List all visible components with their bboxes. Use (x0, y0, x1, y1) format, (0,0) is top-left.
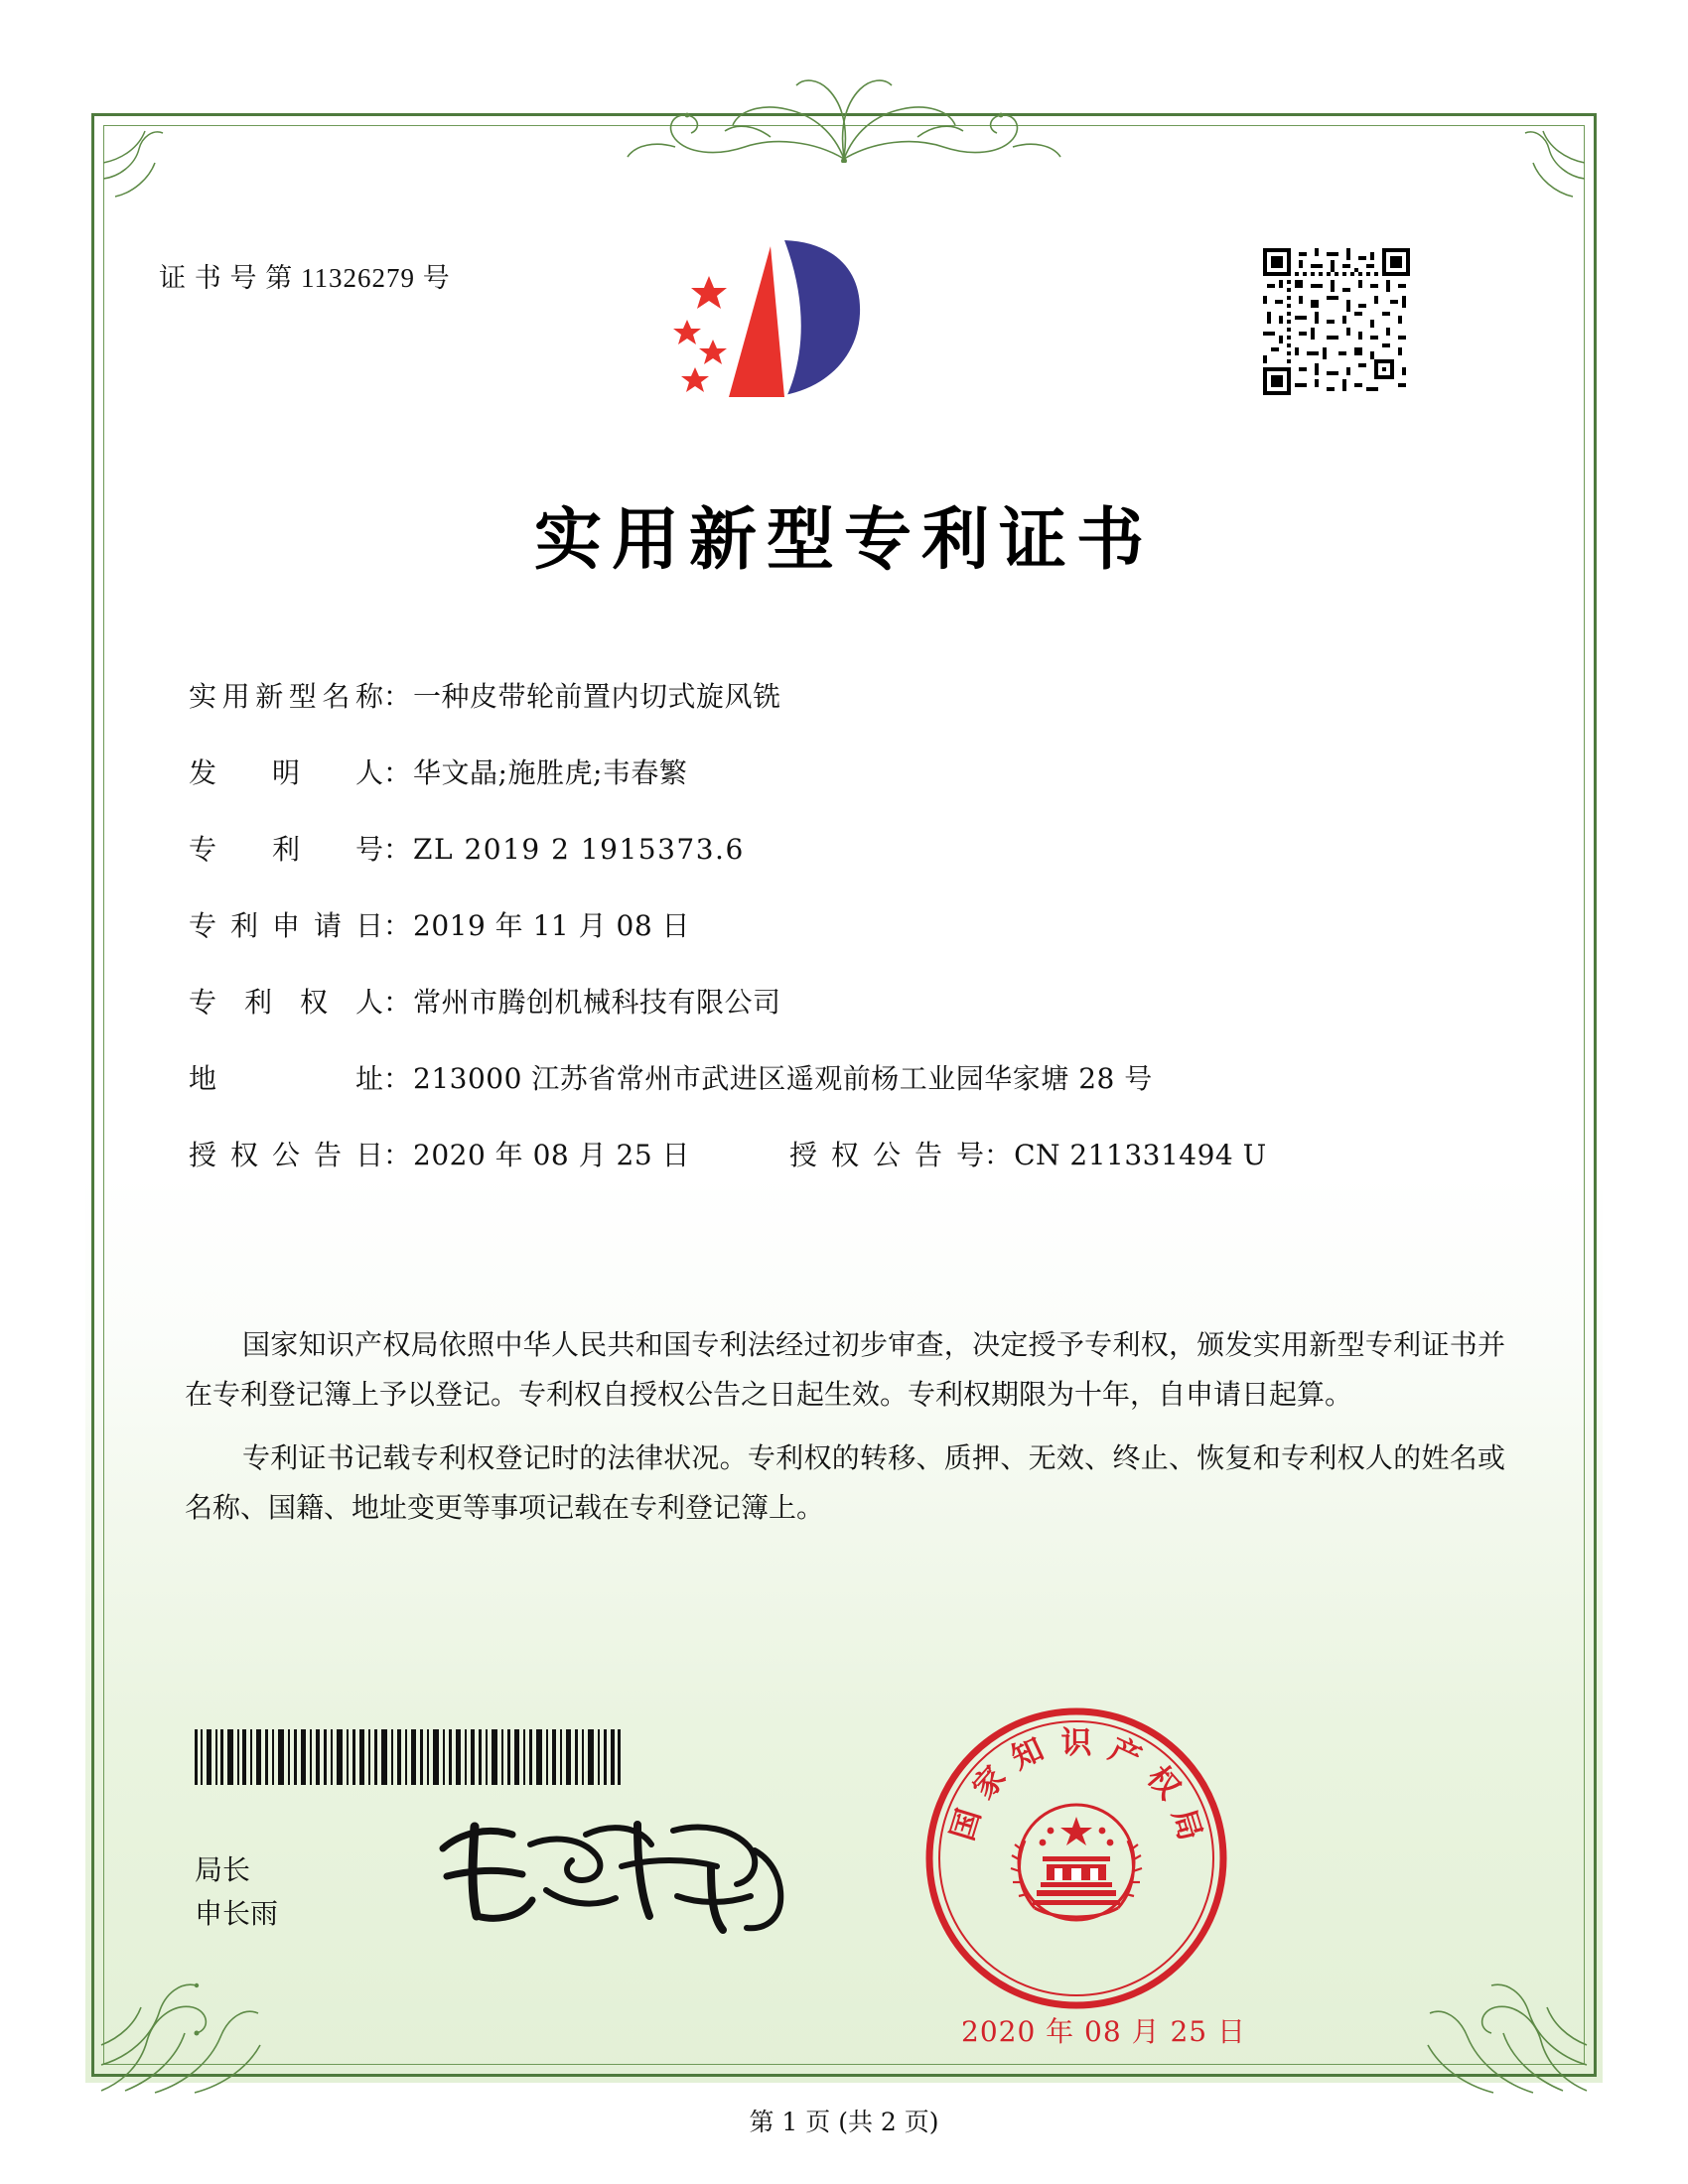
cnipa-logo-icon (667, 228, 915, 417)
announcement-date-value: 2020 年 08 月 25 日 (413, 1139, 691, 1171)
field-label: 专利权人 (189, 986, 383, 1019)
paragraph: 专利证书记载专利权登记时的法律状况。专利权的转移、质押、无效、终止、恢复和专利权人的姓名或名称、国籍、地址变更等事项记载在专利登记簿上。 (185, 1441, 1505, 1524)
field-value: ZL 2019 2 1915373.6 (413, 833, 745, 866)
field-row (189, 828, 1499, 868)
field-row (189, 675, 1499, 715)
svg-text:权: 权 (1139, 1759, 1188, 1807)
announcement-number-value: CN 211331494 U (1014, 1139, 1267, 1171)
svg-text:家: 家 (965, 1759, 1014, 1807)
field-value: 常州市腾创机械科技有限公司 (413, 986, 781, 1019)
qr-code (1263, 248, 1410, 395)
field-label: 发明人 (189, 756, 383, 789)
page-footer: 第 1 页 (共 2 页) (749, 2108, 939, 2136)
field-colon: ： (984, 1141, 1013, 1171)
field-label: 专利号 (189, 833, 383, 866)
page-title: 实用新型专利证书 (533, 500, 1154, 580)
announcement-date-label: 授权公告日 (189, 1139, 383, 1171)
field-row (189, 904, 1499, 944)
field-label: 实用新型名称 (189, 680, 383, 713)
field-label: 地址 (189, 1062, 383, 1095)
field-colon: ： (383, 1064, 412, 1095)
svg-text:产: 产 (1103, 1731, 1147, 1777)
field-colon: ： (383, 1141, 412, 1171)
barcode (195, 1729, 622, 1785)
svg-text:识: 识 (1060, 1725, 1092, 1761)
director-title: 局长 (195, 1853, 251, 1886)
field-colon: ： (383, 835, 412, 866)
field-list (189, 675, 1499, 1210)
field-value: 一种皮带轮前置内切式旋风铣 (413, 680, 781, 713)
field-colon: ： (383, 682, 412, 713)
field-row (189, 751, 1499, 791)
field-colon: ： (383, 988, 412, 1019)
seal-date: 2020 年 08 月 25 日 (961, 2015, 1247, 2048)
field-colon: ： (383, 911, 412, 942)
field-label: 专利申请日 (189, 909, 383, 942)
paragraph: 国家知识产权局依照中华人民共和国专利法经过初步审查，决定授予专利权，颁发实用新型专利证书并在专利登记簿上予以登记。专利权自授权公告之日起生效。专利权期限为十年，自申请日起算。 (185, 1328, 1505, 1411)
field-value: 213000 江苏省常州市武进区遥观前杨工业园华家塘 28 号 (413, 1062, 1153, 1095)
svg-text:知: 知 (1006, 1731, 1050, 1777)
field-value: 华文晶;施胜虎;韦春繁 (413, 756, 688, 789)
signature-block (195, 1848, 278, 1936)
director-name: 申长雨 (195, 1897, 279, 1930)
field-colon: ： (383, 758, 412, 789)
field-row (189, 1057, 1499, 1097)
handwritten-signature (427, 1805, 804, 1944)
announcement-row (189, 1134, 1499, 1173)
official-seal (923, 1706, 1229, 2011)
field-value: 2019 年 11 月 08 日 (413, 909, 691, 942)
certificate-number: 证 书 号 第 11326279 号 (159, 263, 451, 293)
svg-text:国: 国 (944, 1804, 988, 1845)
legal-text (185, 1320, 1505, 1547)
announcement-number-label: 授权公告号 (789, 1141, 985, 1171)
field-row (189, 981, 1499, 1021)
svg-text:局: 局 (1165, 1804, 1208, 1845)
